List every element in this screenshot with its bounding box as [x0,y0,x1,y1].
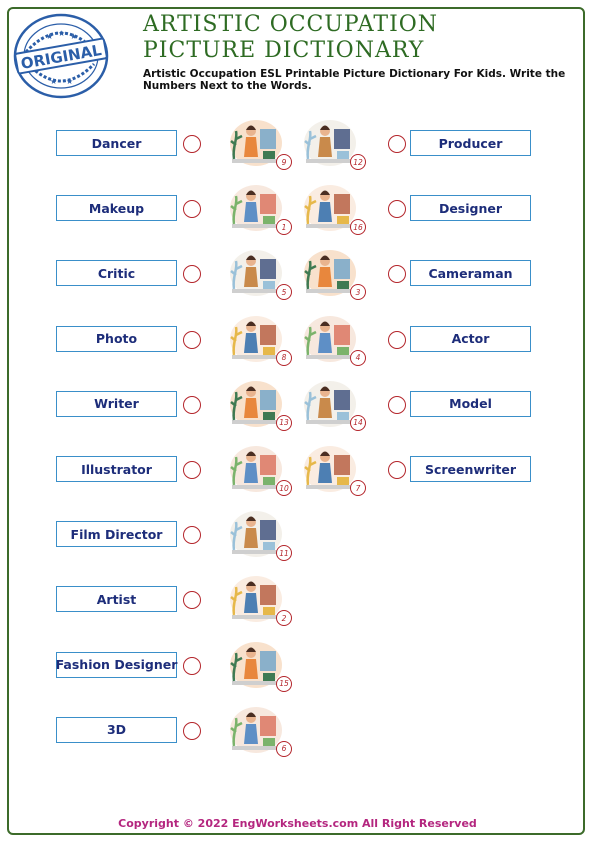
picture-number: 6 [276,741,292,757]
word-box-left: Photo [56,326,177,352]
stamp-text: ORIGINAL [19,41,103,73]
picture-number: 16 [350,219,366,235]
picture-number: 9 [276,154,292,170]
answer-circle[interactable] [183,657,201,675]
answer-circle[interactable] [183,135,201,153]
picture-number: 11 [276,545,292,561]
page-title [143,12,438,64]
occupation-picture [226,639,289,691]
word-box-left: Illustrator [56,456,177,482]
answer-circle[interactable] [388,461,406,479]
picture-number: 15 [276,676,292,692]
occupation-picture [226,443,289,495]
answer-circle[interactable] [183,461,201,479]
word-box-left: Dancer [56,130,177,156]
original-stamp [12,12,110,100]
occupation-picture [226,573,286,625]
word-box-left: 3D [56,717,177,743]
occupation-picture [226,704,286,756]
picture-number: 2 [276,610,292,626]
picture-number: 10 [276,480,292,496]
word-box-left: Artist [56,586,177,612]
word-box-right: Designer [410,195,531,221]
picture-number: 8 [276,350,292,366]
picture-number: 7 [350,480,366,496]
word-box-right: Cameraman [410,260,531,286]
instructions: Artistic Occupation ESL Printable Picture Dictionary For Kids. Write the Numbers Next to the Words. [143,68,566,92]
svg-text:★: ★ [66,77,74,86]
occupation-picture [300,182,363,234]
occupation-picture [226,117,286,169]
word-box-right: Actor [410,326,531,352]
word-box-left: Fashion Designer [56,652,177,678]
word-box-left: Makeup [56,195,177,221]
copyright-footer: Copyright © 2022 EngWorksheets.com All Right Reserved [118,817,477,830]
word-box-left: Critic [56,260,177,286]
picture-number: 1 [276,219,292,235]
occupation-picture [226,313,286,365]
answer-circle[interactable] [388,396,406,414]
answer-circle[interactable] [183,396,201,414]
occupation-picture [300,117,363,169]
picture-number: 3 [350,284,366,300]
svg-text:★: ★ [58,29,66,38]
picture-number: 12 [350,154,366,170]
occupation-picture [300,247,360,299]
occupation-picture [300,443,360,495]
svg-text:★: ★ [46,32,54,41]
answer-circle[interactable] [183,331,201,349]
occupation-picture [226,247,286,299]
occupation-picture [300,313,360,365]
answer-circle[interactable] [388,135,406,153]
picture-number: 4 [350,350,366,366]
title-line-2: PICTURE DICTIONARY [143,38,425,63]
word-box-right: Model [410,391,531,417]
answer-circle[interactable] [183,722,201,740]
word-box-left: Film Director [56,521,177,547]
word-box-right: Producer [410,130,531,156]
title-line-1: ARTISTIC OCCUPATION [143,12,439,37]
picture-number: 14 [350,415,366,431]
svg-text:★: ★ [70,32,78,41]
word-box-left: Writer [56,391,177,417]
word-box-right: Screenwriter [410,456,531,482]
answer-circle[interactable] [388,331,406,349]
occupation-picture [226,508,289,560]
occupation-picture [226,182,286,234]
occupation-picture [226,378,289,430]
occupation-picture [300,378,363,430]
picture-number: 13 [276,415,292,431]
svg-text:★: ★ [50,77,58,86]
picture-number: 5 [276,284,292,300]
